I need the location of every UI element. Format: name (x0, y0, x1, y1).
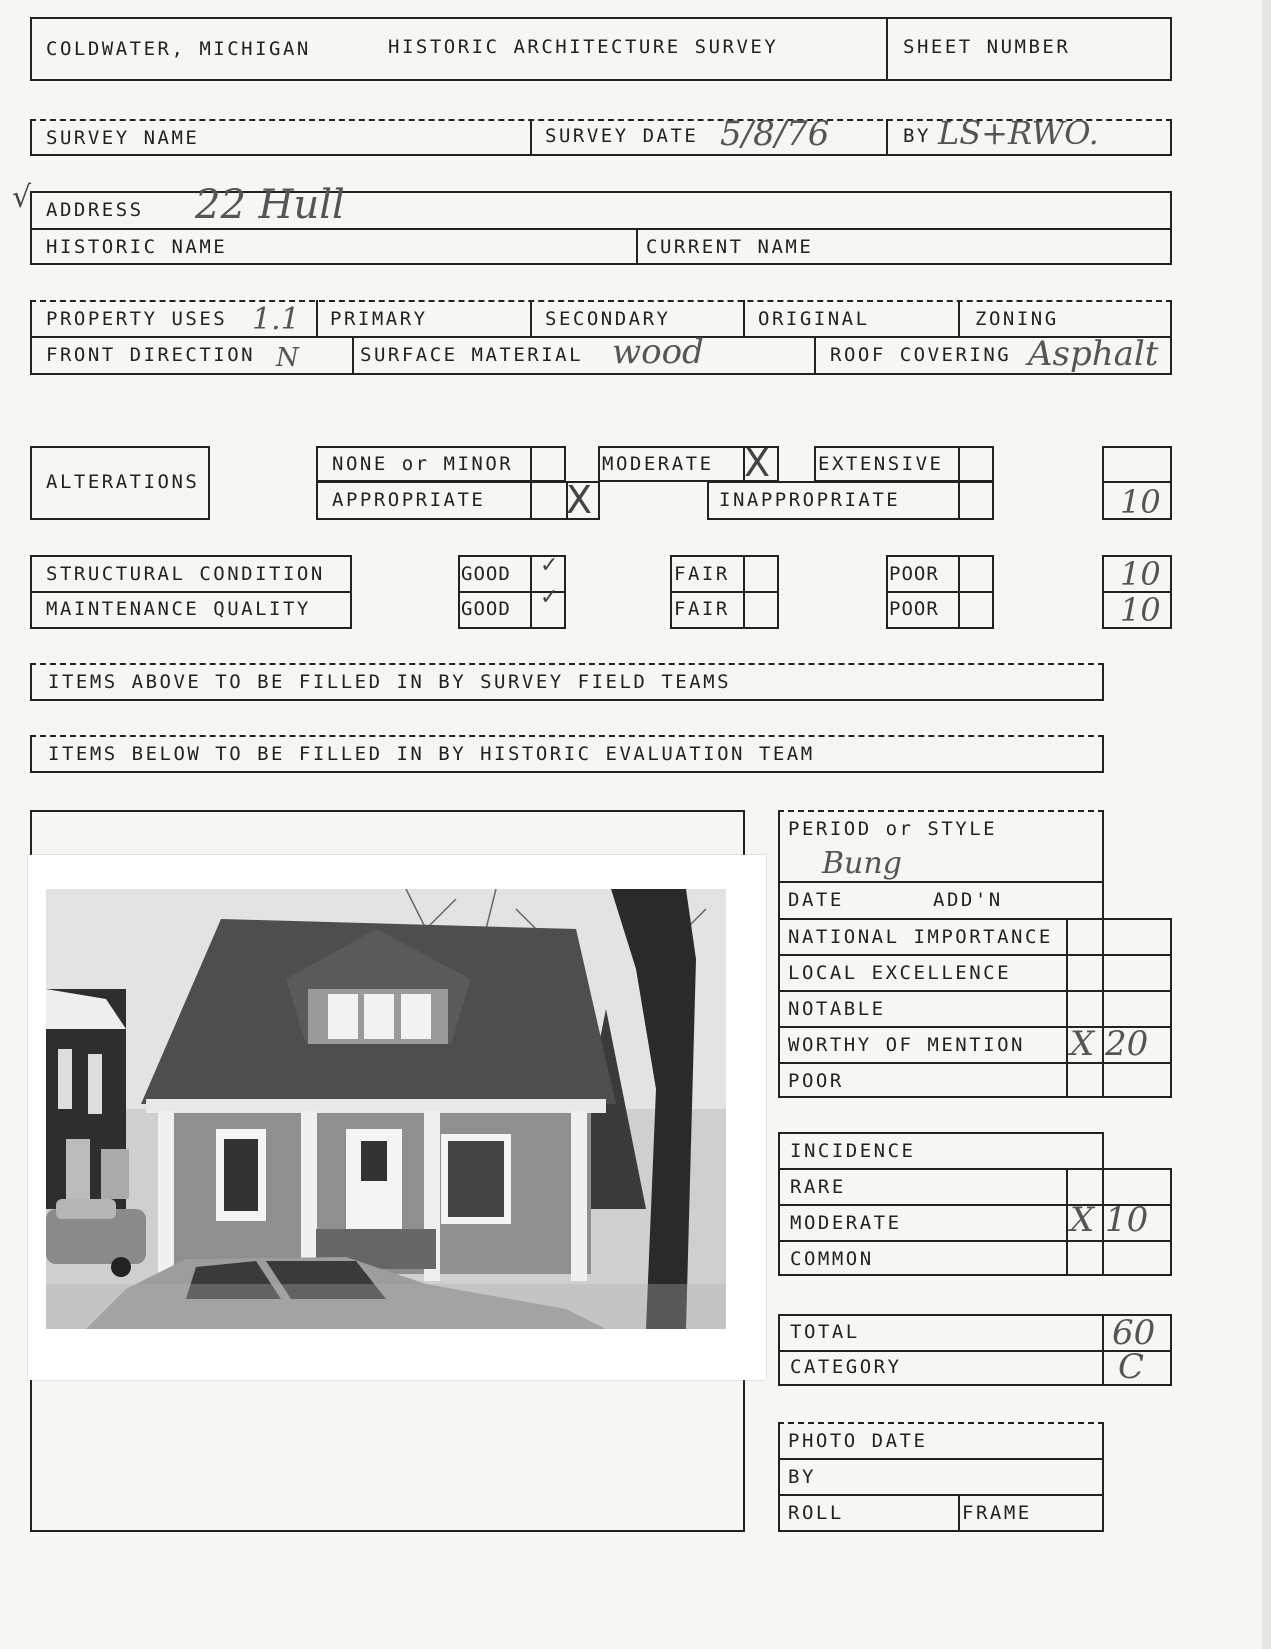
appropriate-label: APPROPRIATE (332, 489, 486, 511)
national-importance-label: NATIONAL IMPORTANCE (788, 926, 1053, 948)
period-style-label: PERIOD or STYLE (788, 818, 998, 840)
page-edge (1262, 0, 1271, 1649)
house-photo-image (46, 889, 726, 1329)
address-value: 22 Hull (195, 182, 345, 228)
zoning-label: ZONING (975, 308, 1059, 330)
address-label: ADDRESS (46, 199, 144, 221)
front-direction-label: FRONT DIRECTION (46, 344, 256, 366)
sheet-number-label: SHEET NUMBER (903, 36, 1071, 58)
evaluation-poor-label: POOR (788, 1070, 844, 1092)
maintenance-quality-label: MAINTENANCE QUALITY (46, 598, 311, 620)
worthy-of-mention-value: X 20 (1070, 1024, 1149, 1064)
property-uses-label: PROPERTY USES (46, 308, 228, 330)
survey-date-label: SURVEY DATE (545, 125, 699, 147)
survey-date-value: 5/8/76 (720, 114, 830, 154)
incidence-label: INCIDENCE (790, 1140, 916, 1162)
secondary-label: SECONDARY (545, 308, 671, 330)
maintenance-score: 10 (1120, 591, 1161, 629)
incidence-moderate-label: MODERATE (790, 1212, 902, 1234)
alterations-label: ALTERATIONS (46, 471, 200, 493)
structural-condition-label: STRUCTURAL CONDITION (46, 563, 325, 585)
address-checkmark: √ (12, 180, 32, 215)
none-minor-label: NONE or MINOR (332, 453, 514, 475)
maintenance-good-check: ✓ (540, 585, 559, 610)
moderate-alteration-mark: X (744, 441, 771, 485)
appropriate-mark: X (566, 478, 593, 522)
current-name-label: CURRENT NAME (646, 236, 814, 258)
rare-label: RARE (790, 1176, 846, 1198)
local-excellence-label: LOCAL EXCELLENCE (788, 962, 1012, 984)
note-above: ITEMS ABOVE TO BE FILLED IN BY SURVEY FIELD TEAMS (48, 671, 732, 693)
frame-label: FRAME (962, 1502, 1032, 1524)
roof-covering-label: ROOF COVERING (830, 344, 1012, 366)
house-photo (28, 855, 766, 1380)
inappropriate-label: INAPPROPRIATE (719, 489, 901, 511)
total-label: TOTAL (790, 1321, 860, 1343)
property-uses-value: 1.1 (252, 302, 300, 337)
maintenance-poor-label: POOR (889, 598, 939, 620)
surface-material-value: wood (612, 332, 704, 372)
survey-by-label: BY (903, 125, 931, 147)
total-value: 60 (1112, 1313, 1156, 1353)
structural-poor-label: POOR (889, 563, 939, 585)
survey-name-label: SURVEY NAME (46, 127, 200, 149)
photo-by-label: BY (788, 1466, 816, 1488)
survey-by-value: LS+RWO. (938, 114, 1099, 152)
photo-date-label: PHOTO DATE (788, 1430, 928, 1452)
extensive-label: EXTENSIVE (818, 453, 944, 475)
worthy-of-mention-label: WORTHY OF MENTION (788, 1034, 1025, 1056)
category-value: C (1118, 1347, 1145, 1387)
incidence-moderate-value: X 10 (1070, 1200, 1149, 1240)
notable-label: NOTABLE (788, 998, 886, 1020)
note-below: ITEMS BELOW TO BE FILLED IN BY HISTORIC EVALUATION TEAM (48, 743, 815, 765)
addn-label: ADD'N (933, 889, 1003, 911)
roll-label: ROLL (788, 1502, 844, 1524)
structural-good-label: GOOD (461, 563, 511, 585)
structural-score: 10 (1120, 555, 1161, 593)
evaluation-score-col (1066, 918, 1172, 1098)
front-direction-value: N (276, 343, 299, 373)
roof-covering-value: Asphalt (1028, 334, 1159, 374)
primary-label: PRIMARY (330, 308, 428, 330)
historic-name-label: HISTORIC NAME (46, 236, 228, 258)
surface-material-label: SURFACE MATERIAL (360, 344, 584, 366)
maintenance-fair-label: FAIR (674, 598, 730, 620)
moderate-alteration-label: MODERATE (602, 453, 714, 475)
alterations-score: 10 (1120, 483, 1161, 521)
city-label: COLDWATER, MICHIGAN (46, 38, 311, 60)
maintenance-good-label: GOOD (461, 598, 511, 620)
structural-fair-label: FAIR (674, 563, 730, 585)
original-label: ORIGINAL (758, 308, 870, 330)
category-label: CATEGORY (790, 1356, 902, 1378)
structural-good-check: ✓ (540, 553, 559, 578)
common-label: COMMON (790, 1248, 874, 1270)
period-style-value: Bung (822, 846, 902, 881)
date-label: DATE (788, 889, 844, 911)
form-title: HISTORIC ARCHITECTURE SURVEY (388, 36, 779, 58)
